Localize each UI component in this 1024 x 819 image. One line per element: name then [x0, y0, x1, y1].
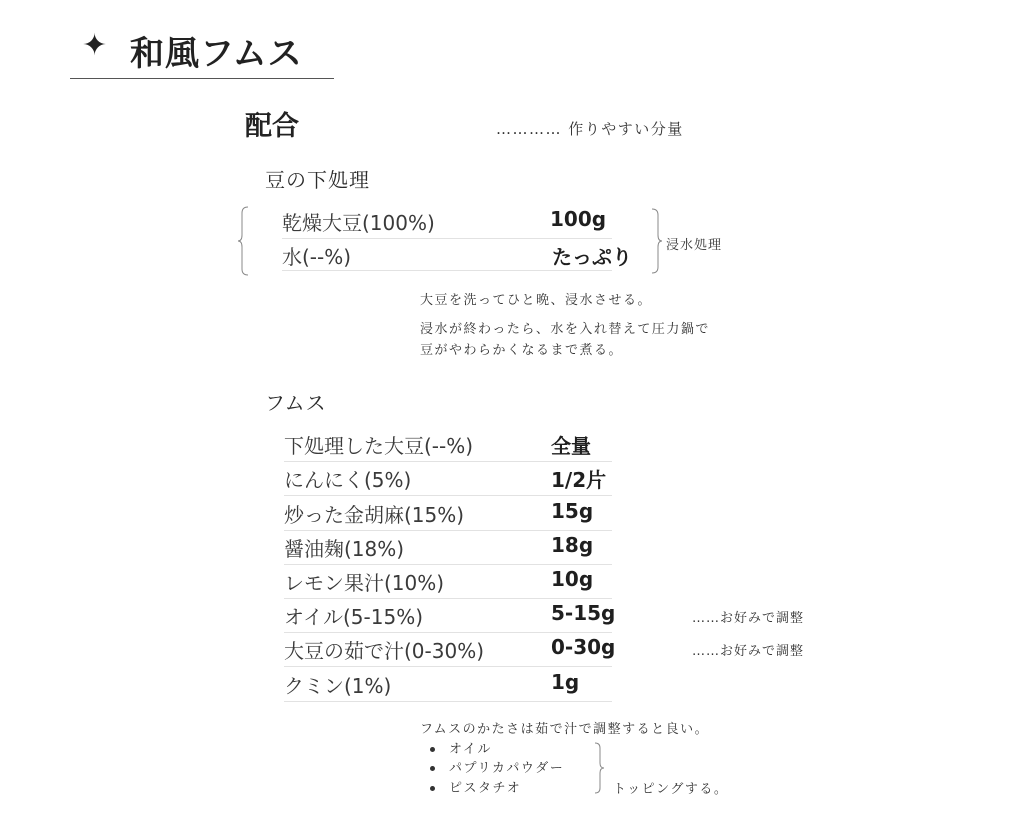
ingredient-name: クミン(1%) [284, 674, 392, 698]
ingredient-amount: 1/2片 [551, 468, 607, 492]
adjust-note: ……お好みで調整 [692, 644, 805, 659]
ingredient-row [284, 496, 612, 531]
ingredient-amount: 10g [551, 567, 594, 591]
prep-note: 豆がやわらかくなるまで煮る。 [420, 343, 624, 358]
topping-item [430, 738, 492, 757]
prep-row [282, 238, 662, 272]
ingredient-amount: 15g [551, 499, 594, 523]
ingredient-row [284, 427, 612, 462]
topping-item [430, 777, 521, 796]
ingredient-name: レモン果汁(10%) [284, 571, 445, 595]
right-bracket [650, 207, 664, 275]
yield-note: ………… 作りやすい分量 [496, 120, 684, 138]
section-heading: 配合 [245, 111, 299, 142]
ingredient-amount: 18g [551, 533, 594, 557]
ingredient-amount: 全量 [551, 434, 591, 458]
ingredient-row [284, 564, 612, 599]
ingredient-name: 乾燥大豆(100%) [282, 211, 435, 235]
adjust-note: ……お好みで調整 [692, 611, 805, 626]
prep-note: 浸水が終わったら、水を入れ替えて圧力鍋で [420, 322, 710, 337]
prep-row [282, 204, 612, 239]
ingredient-amount: 1g [551, 670, 580, 694]
tip-note: フムスのかたさは茹で汁で調整すると良い。 [420, 722, 710, 737]
ingredient-name: 大豆の茹で汁(0-30%) [284, 639, 484, 663]
page-title: 和風フムス [130, 34, 303, 74]
ingredient-row [284, 598, 616, 633]
ingredient-name: 下処理した大豆(--%) [284, 434, 474, 458]
ingredient-name: オイル(5-15%) [284, 605, 423, 629]
topping-item [430, 757, 564, 776]
hummus-heading: フムス [265, 391, 327, 415]
ingredient-row [284, 667, 612, 702]
topping-label: パプリカパウダー [449, 761, 565, 776]
bullet-icon [430, 786, 435, 791]
toppings-bracket [593, 741, 605, 795]
row-divider [282, 270, 612, 271]
ingredient-name: 炒った金胡麻(15%) [284, 503, 465, 527]
bracket-label: 浸水処理 [666, 238, 723, 253]
ingredient-name: 醤油麹(18%) [284, 537, 405, 561]
ingredient-name: 水(--%) [282, 245, 352, 269]
ingredient-row [284, 530, 612, 565]
ingredient-name: にんにく(5%) [284, 468, 412, 492]
ingredient-amount: 5-15g [551, 601, 616, 625]
ingredient-amount: 0-30g [551, 635, 616, 659]
left-bracket [238, 205, 252, 277]
ingredient-amount: 100g [550, 207, 607, 231]
ingredient-amount: たっぷり [552, 245, 632, 269]
title-block [70, 22, 334, 79]
bullet-icon [430, 747, 435, 752]
ingredient-row [284, 632, 616, 667]
prep-note: 大豆を洗ってひと晩、浸水させる。 [420, 293, 653, 308]
toppings-label: トッピングする。 [613, 782, 729, 797]
ingredient-row [284, 461, 612, 496]
topping-label: オイル [449, 742, 492, 757]
topping-label: ピスタチオ [449, 781, 522, 796]
bullet-icon [430, 766, 435, 771]
sparkle-icon: ✦ [82, 28, 108, 63]
prep-heading: 豆の下処理 [265, 168, 370, 192]
